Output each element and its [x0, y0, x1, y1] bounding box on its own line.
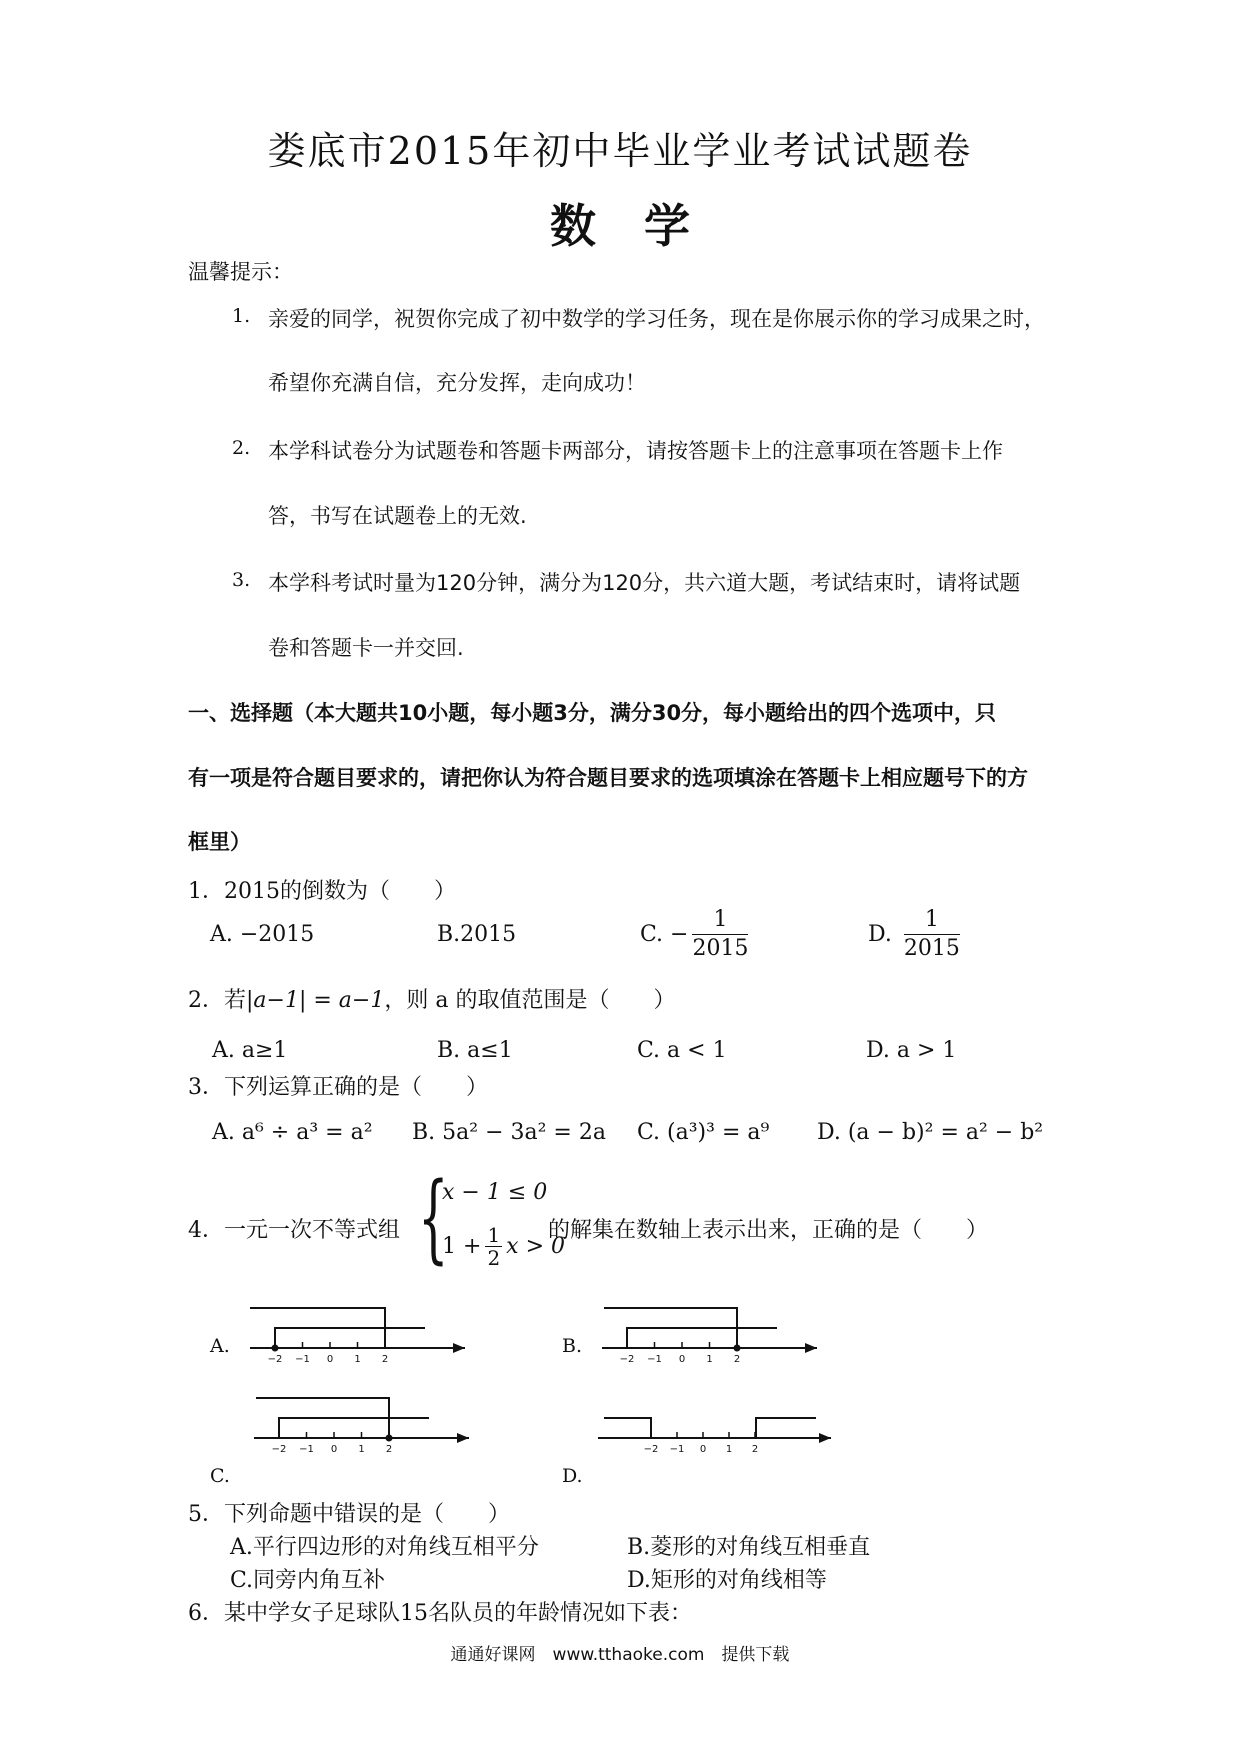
number-line-d [596, 1390, 836, 1460]
axis-tick-label: −1 [299, 1444, 314, 1455]
option-b: B. a≤1 [437, 1038, 513, 1063]
question-stem-suffix: 的解集在数轴上表示出来，正确的是（ ） [548, 1218, 989, 1243]
number-line-b [592, 1300, 822, 1370]
question-stem: 3．下列运算正确的是（ ） [188, 1075, 488, 1100]
figure-label-d: D. [562, 1465, 583, 1487]
subject-title: 数学 [550, 199, 738, 253]
axis-tick-label: −1 [295, 1354, 310, 1365]
question-stem: 5．下列命题中错误的是（ ） [188, 1502, 510, 1527]
axis-tick-label: 2 [751, 1444, 759, 1455]
option-b: B.2015 [437, 922, 517, 947]
question-stem [188, 983, 675, 1014]
axis-tick-label: −2 [271, 1444, 287, 1455]
tip-number: 3. [232, 569, 251, 591]
exam-title: 娄底市2015年初中毕业学业考试试题卷 [267, 129, 973, 173]
figure-label-b: B. [562, 1335, 583, 1357]
stem-prefix: 2．若 [188, 988, 246, 1013]
option-d-prefix: D. [868, 922, 892, 947]
option-a: A. a≥1 [212, 1038, 288, 1063]
axis-tick-label: −2 [619, 1354, 635, 1365]
number-line-c [244, 1390, 474, 1460]
axis-tick-label: 1 [725, 1444, 733, 1455]
option-b: B.菱形的对角线互相垂直 [627, 1535, 871, 1560]
tip-line: 答，书写在试题卷上的无效. [268, 504, 527, 528]
option-c [640, 906, 748, 963]
axis-tick-label: 1 [358, 1444, 365, 1455]
inequality-2 [442, 1224, 565, 1269]
axis-tick-label: −1 [669, 1444, 685, 1455]
stem-suffix: ，则 a 的取值范围是（ ） [384, 988, 676, 1013]
tips-heading: 温馨提示： [188, 260, 293, 284]
fraction-numerator: 1 [904, 906, 960, 935]
axis-tick-label: 1 [354, 1354, 361, 1365]
axis-tick-label: 0 [699, 1444, 707, 1455]
page-footer: 通通好课网 www.tthaoke.com 提供下载 [450, 1645, 790, 1665]
section-line: 框里） [188, 830, 251, 854]
axis-tick-label: −2 [643, 1444, 659, 1455]
figure-label-a: A. [210, 1335, 230, 1357]
option-c-prefix: C. − [640, 922, 689, 947]
tip-line: 希望你充满自信，充分发挥，走向成功！ [268, 371, 646, 395]
question-stem-prefix: 4．一元一次不等式组 [188, 1218, 400, 1243]
option-a: A. −2015 [210, 922, 315, 947]
option-d: D. a > 1 [866, 1038, 957, 1063]
brace: { [418, 1162, 449, 1274]
tip-number: 1. [232, 305, 251, 327]
inequality-1: x − 1 ≤ 0 [442, 1180, 548, 1205]
axis-tick-label: 2 [381, 1354, 389, 1365]
axis-tick-label: 0 [330, 1444, 338, 1455]
ineq2-prefix: 1 + [442, 1234, 482, 1259]
axis-tick-label: 0 [678, 1354, 686, 1365]
question-stem: 1．2015的倒数为（ ） [188, 879, 456, 904]
ineq2-suffix: x > 0 [506, 1234, 565, 1259]
section-line: 一、选择题（本大题共10小题，每小题3分，满分30分，每小题给出的四个选项中，只 [188, 701, 997, 725]
option-c: C. a < 1 [637, 1038, 727, 1063]
number-line-a [240, 1300, 470, 1370]
tip-line: 本学科试卷分为试题卷和答题卡两部分，请按答题卡上的注意事项在答题卡上作 [268, 439, 1003, 463]
tip-line: 本学科考试时量为120分钟，满分为120分，共六道大题，考试结束时，请将试题 [268, 571, 1021, 595]
stem-abs-expression: |a−1| = a−1 [246, 988, 385, 1013]
fraction-numerator: 1 [487, 1223, 501, 1247]
axis-tick-label: −2 [267, 1354, 283, 1365]
fraction-numerator: 1 [692, 906, 748, 935]
option-d: D.矩形的对角线相等 [627, 1568, 827, 1593]
axis-tick-label: −1 [647, 1354, 662, 1365]
option-c: C. (a³)³ = a⁹ [637, 1120, 770, 1145]
axis-tick-label: 1 [706, 1354, 713, 1365]
option-c: C.同旁内角互补 [230, 1568, 386, 1593]
section-line: 有一项是符合题目要求的，请把你认为符合题目要求的选项填涂在答题卡上相应题号下的方 [188, 766, 1028, 790]
tip-number: 2. [232, 437, 251, 459]
axis-tick-label: 0 [326, 1354, 334, 1365]
tip-line: 卷和答题卡一并交回. [268, 636, 464, 660]
option-a: A.平行四边形的对角线互相平分 [230, 1535, 539, 1560]
fraction-denominator: 2 [487, 1246, 501, 1270]
figure-label-c: C. [210, 1465, 230, 1487]
fraction-denominator: 2015 [692, 936, 749, 961]
option-d: D. (a − b)² = a² − b² [817, 1120, 1044, 1145]
question-6-stem: 6．某中学女子足球队15名队员的年龄情况如下表： [188, 1601, 692, 1626]
axis-tick-label: 2 [385, 1444, 393, 1455]
option-b: B. 5a² − 3a² = 2a [412, 1120, 606, 1145]
option-a: A. a⁶ ÷ a³ = a² [212, 1120, 373, 1145]
fraction-denominator: 2015 [903, 936, 960, 961]
option-d [868, 906, 960, 963]
axis-tick-label: 2 [733, 1354, 741, 1365]
tip-line: 亲爱的同学，祝贺你完成了初中数学的学习任务，现在是你展示你的学习成果之时， [268, 307, 1045, 331]
